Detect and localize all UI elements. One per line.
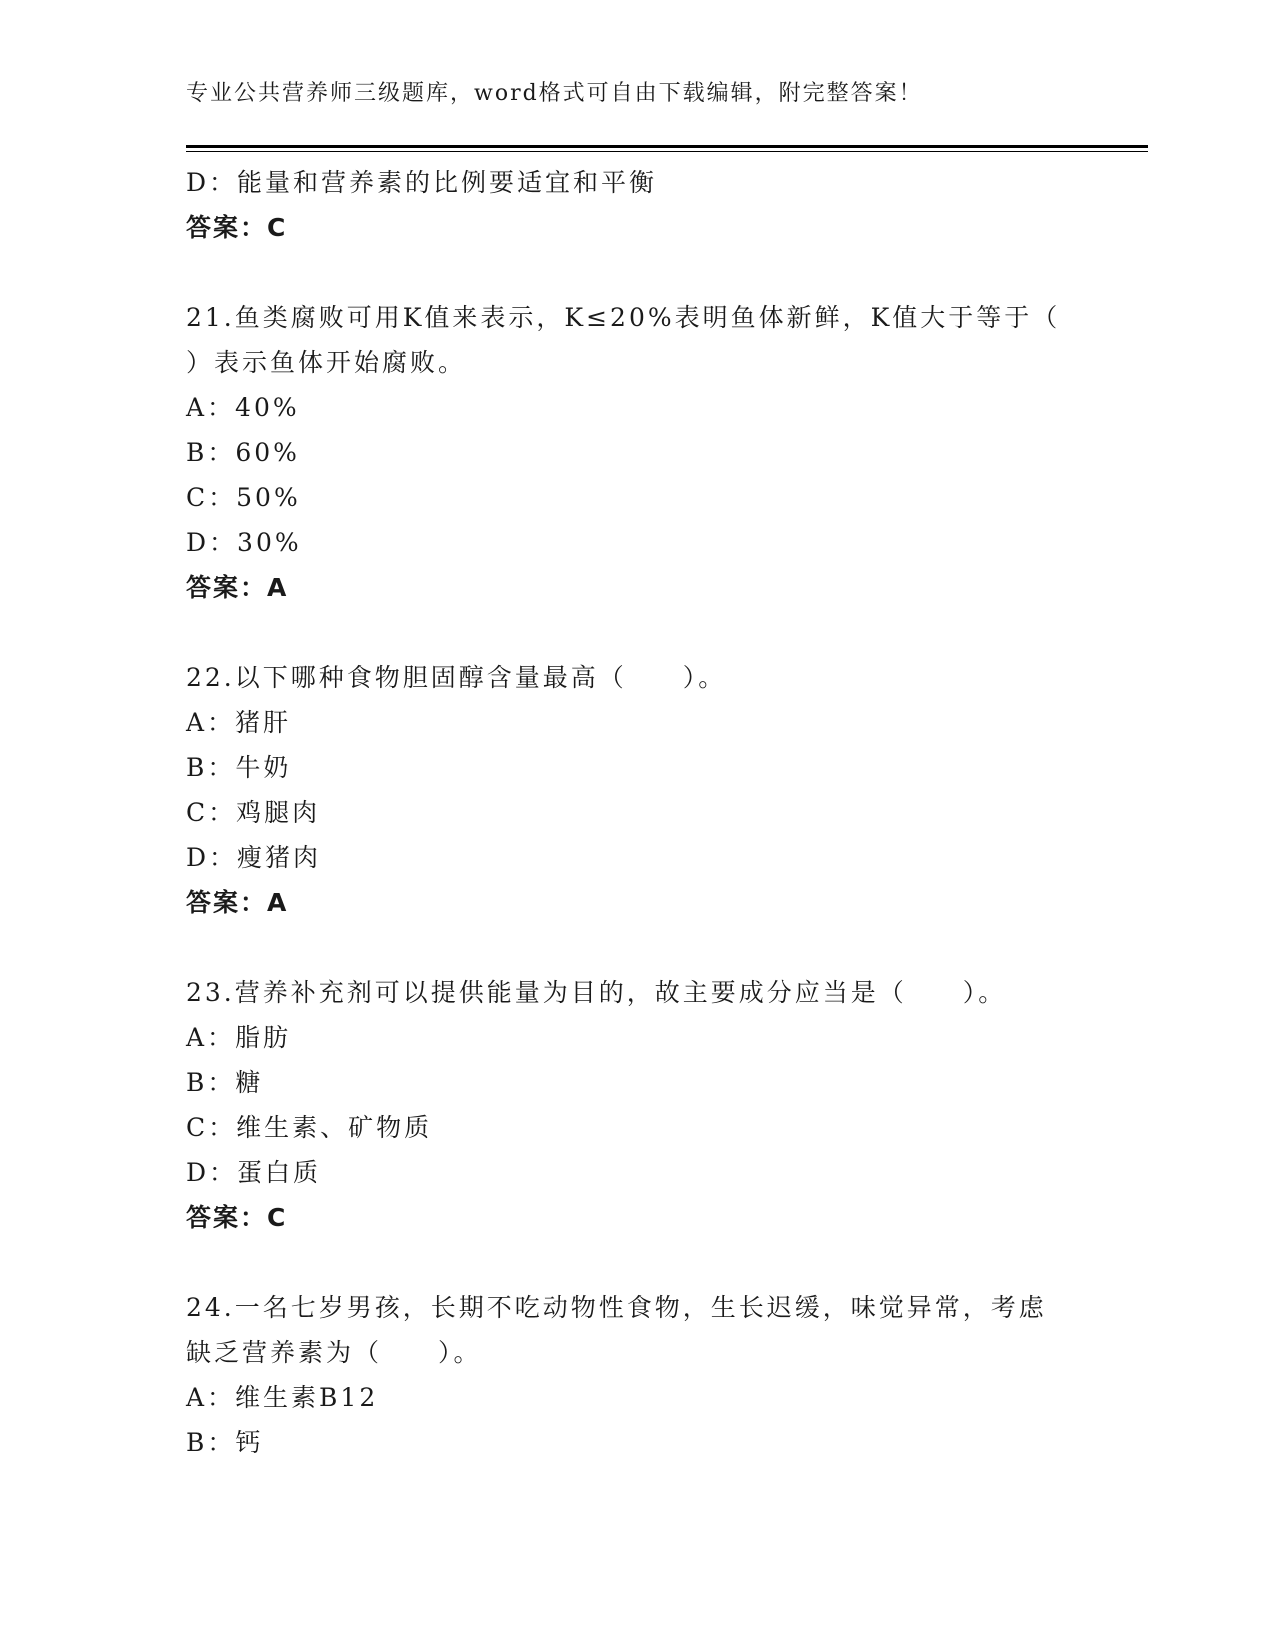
option-a: A：猪肝 (186, 708, 292, 737)
question-stem: 21.鱼类腐败可用K值来表示，K≤20%表明鱼体新鲜，K值大于等于（ (186, 303, 1061, 332)
answer: 答案：A (186, 888, 289, 917)
question-24 (186, 1285, 1106, 1465)
prev-answer: 答案：C (186, 213, 288, 242)
option-d: D：瘦猪肉 (186, 843, 322, 872)
question-content (186, 160, 1106, 1465)
option-d: D：蛋白质 (186, 1158, 322, 1187)
question-stem: 24.一名七岁男孩，长期不吃动物性食物，生长迟缓，味觉异常，考虑 (186, 1293, 1047, 1322)
option-a: A：维生素B12 (186, 1383, 379, 1412)
question-22 (186, 655, 1106, 925)
option-a: A：脂肪 (186, 1023, 292, 1052)
option-b: B：钙 (186, 1428, 264, 1457)
answer: 答案：A (186, 573, 289, 602)
question-stem-cont: ）表示鱼体开始腐败。 (186, 348, 467, 377)
page-header: 专业公共营养师三级题库，word格式可自由下载编辑，附完整答案！ (186, 81, 923, 106)
question-23 (186, 970, 1106, 1240)
header-rule-thin (186, 151, 1148, 152)
option-b: B：牛奶 (186, 753, 292, 782)
option-c: C：鸡腿肉 (186, 798, 321, 827)
option-c: C：维生素、矿物质 (186, 1113, 433, 1142)
question-stem: 22.以下哪种食物胆固醇含量最高（ ）。 (186, 663, 727, 692)
question-stem-cont: 缺乏营养素为（ ）。 (186, 1338, 482, 1367)
option-b: B：糖 (186, 1068, 264, 1097)
header-rule-thick (186, 145, 1148, 148)
prev-option-d: D：能量和营养素的比例要适宜和平衡 (186, 168, 658, 197)
option-c: C：50% (186, 483, 301, 512)
question-stem: 23.营养补充剂可以提供能量为目的，故主要成分应当是（ ）。 (186, 978, 1007, 1007)
option-a: A：40% (186, 393, 300, 422)
option-b: B：60% (186, 438, 300, 467)
answer: 答案：C (186, 1203, 288, 1232)
question-21 (186, 295, 1106, 610)
option-d: D：30% (186, 528, 302, 557)
